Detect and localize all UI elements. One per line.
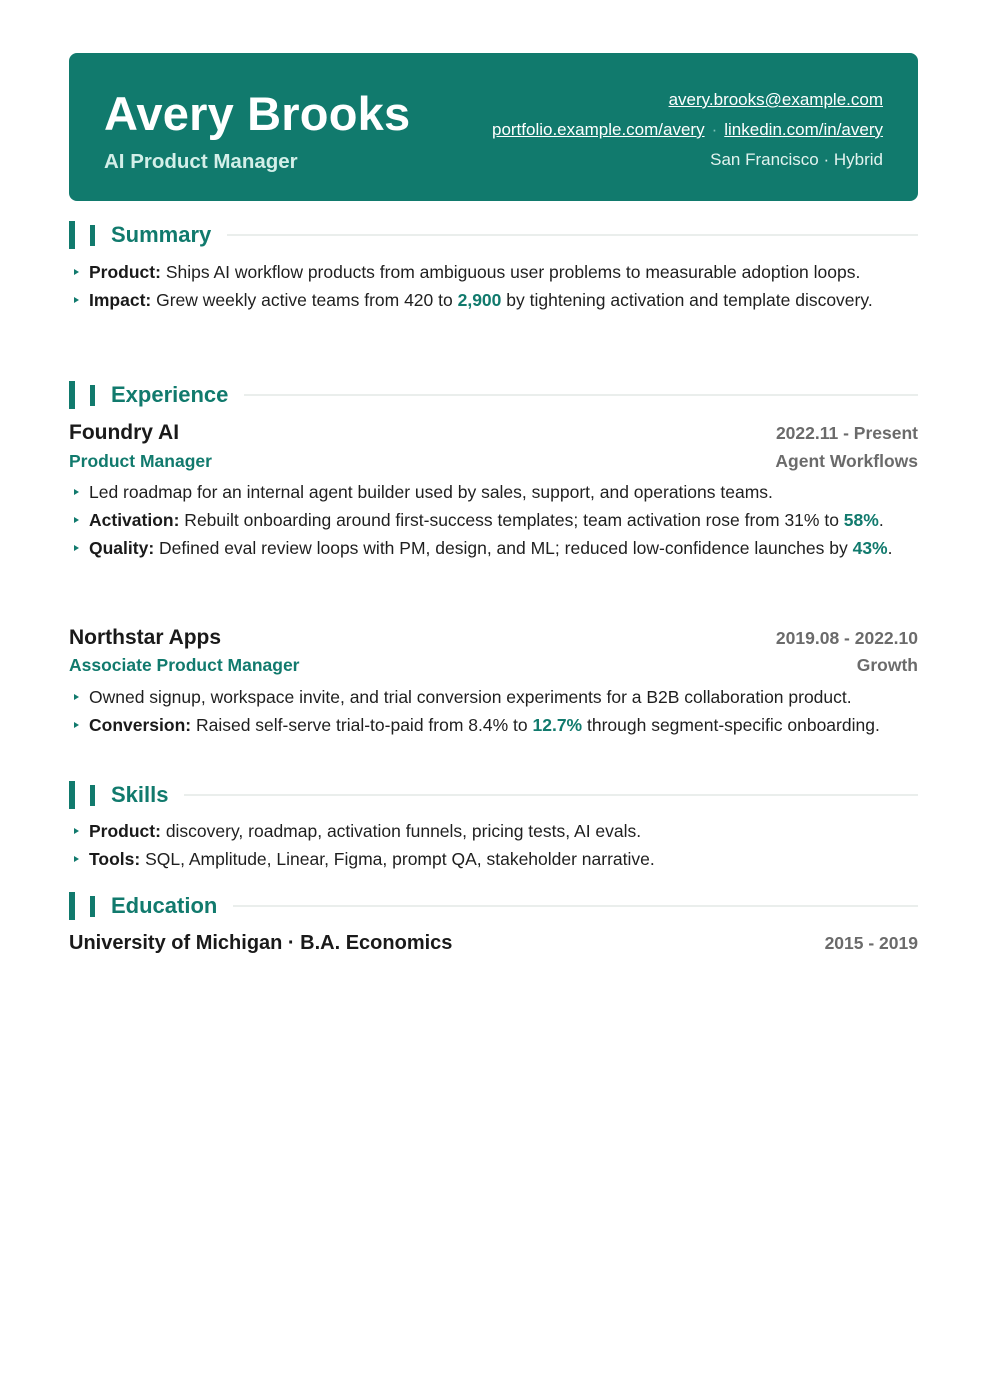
bullet-text: Raised self-serve trial-to-paid from 8.4% to [191, 715, 533, 735]
section-divider [184, 794, 918, 796]
list-item [69, 685, 921, 710]
bullet-icon [74, 297, 79, 303]
bullet-text: through segment-specific onboarding. [582, 715, 880, 735]
email-link[interactable]: avery.brooks@example.com [668, 90, 883, 109]
education-school: University of Michigan · B.A. Economics [69, 932, 453, 954]
bullet-label: Activation: [89, 510, 180, 530]
resume-header [69, 53, 918, 201]
job-title: Associate Product Manager [69, 655, 300, 675]
bullet-icon [74, 856, 79, 862]
section-title-education: Education [111, 893, 218, 918]
section-divider [233, 905, 918, 907]
section-title-skills: Skills [111, 782, 169, 807]
bullet-label: Product: [89, 821, 161, 841]
bullet-icon [74, 828, 79, 834]
job-bullets [69, 480, 921, 564]
section-marker [69, 221, 75, 249]
section-marker [90, 385, 95, 406]
section-marker [69, 781, 75, 809]
company-name: Northstar Apps [69, 626, 222, 649]
bullet-text: . [887, 538, 893, 558]
job-subheader [69, 655, 918, 676]
portfolio-link[interactable]: portfolio.example.com/avery [491, 120, 705, 139]
section-divider [227, 234, 918, 236]
list-item [69, 288, 921, 313]
skills-list [69, 819, 921, 875]
highlight-metric: 12.7% [532, 715, 583, 735]
highlight-metric: 2,900 [457, 290, 502, 310]
list-item [69, 847, 921, 872]
education-row [69, 932, 918, 955]
bullet-text: . [878, 510, 884, 530]
bullet-text: discovery, roadmap, activation funnels, pricing tests, AI evals. [160, 821, 642, 841]
bullet-text: by tightening activation and template discovery. [501, 290, 873, 310]
list-item [69, 260, 921, 285]
bullet-label: Impact: [89, 290, 152, 310]
linkedin-link[interactable]: linkedin.com/in/avery [724, 120, 883, 139]
job-subheader [69, 451, 918, 472]
job-team: Agent Workflows [775, 451, 918, 471]
list-item [69, 713, 921, 738]
contact-separator: · [711, 120, 718, 139]
bullet-icon [74, 489, 79, 495]
section-header-skills [69, 781, 918, 809]
candidate-name: Avery Brooks [104, 87, 411, 140]
section-divider [244, 394, 918, 396]
job-dates: 2019.08 - 2022.10 [775, 628, 918, 648]
section-header-experience [69, 381, 918, 409]
bullet-label: Conversion: [89, 715, 192, 735]
section-title-experience: Experience [111, 382, 229, 407]
job-team: Growth [856, 655, 918, 675]
highlight-metric: 58% [843, 510, 879, 530]
section-marker [69, 381, 75, 409]
list-item [69, 480, 921, 505]
job-header [69, 421, 918, 445]
list-item [69, 508, 921, 533]
highlight-metric: 43% [852, 538, 888, 558]
section-header-summary [69, 221, 918, 249]
bullet-text: Defined eval review loops with PM, design, and ML; reduced low-confidence launches by [154, 538, 853, 558]
section-marker [90, 225, 95, 246]
section-title-summary: Summary [111, 222, 212, 247]
bullet-icon [74, 269, 79, 275]
location-text: San Francisco · Hybrid [710, 150, 883, 169]
section-marker [69, 892, 75, 920]
candidate-role: AI Product Manager [104, 150, 298, 173]
bullet-label: Tools: [89, 849, 141, 869]
bullet-label: Product: [89, 262, 161, 282]
job-dates: 2022.11 - Present [775, 423, 918, 443]
bullet-text: Grew weekly active teams from 420 to [151, 290, 458, 310]
company-name: Foundry AI [69, 421, 180, 444]
section-header-education [69, 892, 918, 920]
bullet-text: Rebuilt onboarding around first-success templates; team activation rose from 31% to [179, 510, 844, 530]
section-marker [90, 785, 95, 806]
job-title: Product Manager [69, 451, 212, 471]
list-item [69, 819, 921, 844]
bullet-text: Led roadmap for an internal agent builder used by sales, support, and operations teams. [89, 482, 773, 502]
job-header [69, 626, 918, 650]
list-item [69, 536, 921, 561]
bullet-icon [74, 545, 79, 551]
section-marker [90, 896, 95, 917]
bullet-text: SQL, Amplitude, Linear, Figma, prompt QA, stakeholder narrative. [140, 849, 655, 869]
bullet-text: Ships AI workflow products from ambiguous user problems to measurable adoption loops. [160, 262, 861, 282]
bullet-icon [74, 722, 79, 728]
contact-block [492, 89, 883, 179]
summary-list [69, 260, 921, 316]
job-bullets [69, 685, 921, 741]
bullet-icon [74, 694, 79, 700]
bullet-icon [74, 517, 79, 523]
bullet-text: Owned signup, workspace invite, and trial conversion experiments for a B2B collaboration product. [89, 687, 852, 707]
bullet-label: Quality: [89, 538, 155, 558]
education-dates: 2015 - 2019 [824, 933, 918, 953]
